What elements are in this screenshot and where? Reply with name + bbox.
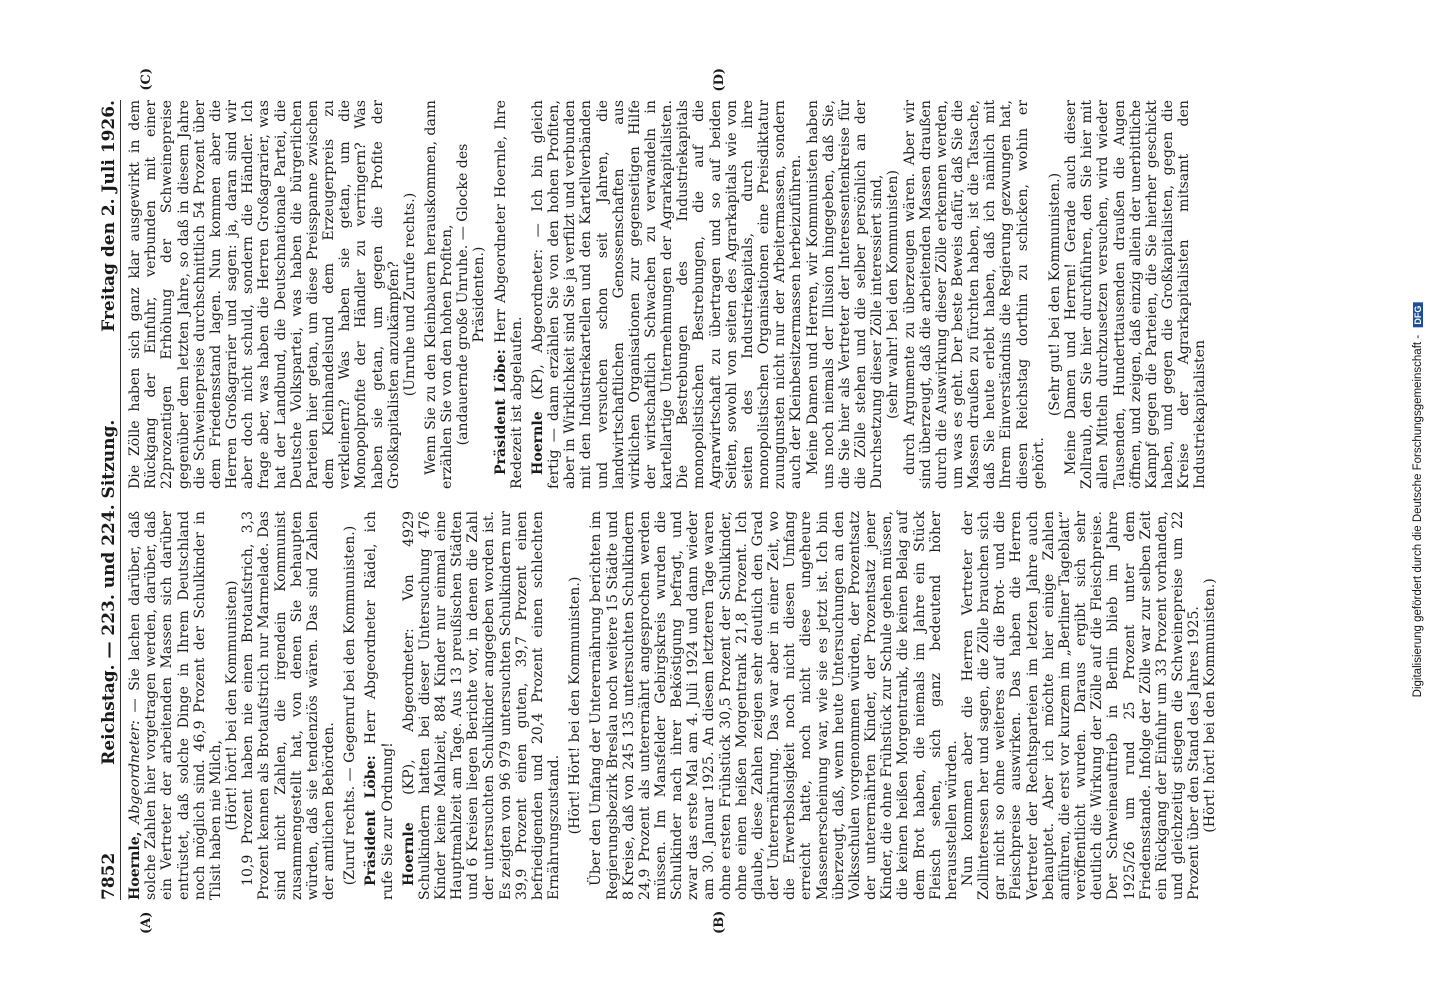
- paragraph: durch Argumente zu überzeugen wären. Aber wir sind überzeugt, daß die arbeitenden Massen draußen durch die Auswirkung dieser Zölle erkennen werden, um was es geht. Der beste Beweis dafür, daß Sie die Massen draußen zu fürchten haben, ist die Tatsache, daß Sie heute erlebt haben, daß ich nämlich mit Ihrem Einverständnis die Regierung gezwungen hat, diesen Reichstag dorthin zu schicken, wohin er gehört.: [901, 100, 1047, 489]
- column-left: [127, 510, 1322, 934]
- page-number: 7852: [99, 852, 119, 900]
- margin-mark-c: (C): [139, 68, 155, 91]
- page-header: [101, 100, 121, 900]
- dfg-logo: DFG: [1413, 303, 1423, 328]
- president-name: Präsident Löbe:: [492, 349, 509, 475]
- speaker-name: Hoernle: [400, 822, 417, 886]
- paragraph: [127, 511, 224, 900]
- interjection: (Hört! hört! bei den Kommunisten): [224, 580, 241, 831]
- margin-mark-b: (B): [712, 910, 728, 934]
- speaker-name: Hoernle,: [127, 831, 144, 900]
- paragraph: [401, 511, 563, 900]
- paragraph-text: (KP), Abgeordneter: Von 4929 Schulkindern hatten bei dieser Untersuchung 476 Kinder keine Mahlzeit, 884 Kinder nur einmal eine Hauptmahlzeit am Tage. Aus 13 preußischen Städten und 6 Kreisen liegen Berichte vor, in denen die Zahl der untersuchten Schulkinder angegeben worden ist. Es zeigten von 96 979 untersuchten Schulkindern nur 39,9 Prozent einen guten, 39,7 Prozent einen befriedigenden und 20,4 Prozent einen schlechten Ernährungszustand.: [400, 511, 563, 900]
- text-columns: [127, 68, 1322, 934]
- president-text: Herr Abgeordneter Rädel, ich rufe Sie zur Ordnung!: [363, 511, 396, 900]
- speaker-name: Hoernle: [529, 411, 546, 475]
- interjection: (Zuruf rechts. — Gegenruf bei den Kommunisten.): [342, 525, 359, 886]
- interjection: (Unruhe und Zurufe rechts.): [401, 192, 418, 397]
- president-text: Herr Abgeordneter Hoernle, Ihre Redezeit ist abgelaufen.: [492, 99, 525, 489]
- header-date: Freitag den 2. Juli 1926.: [99, 100, 119, 332]
- speaker-role: Abgeordneter:: [127, 720, 144, 824]
- margin-mark-d: (D): [712, 68, 728, 92]
- president-remark: [493, 100, 525, 489]
- interjection: (sehr wahr! bei den Kommunisten): [885, 170, 902, 419]
- paragraph: Meine Damen und Herren, wir Kommunisten haben uns noch niemals der Illusion hingegeben, daß Sie, die Sie hier als Vertreter der Interessentenkreise für die Zölle stehen und die selber persönlich an der Durchsetzung dieser Zölle interessiert sind,: [804, 100, 886, 489]
- credit-text: Digitalisierung gefördert durch die Deutsche Forschungsgemeinschaft -: [1412, 334, 1424, 698]
- paragraph-text: (KP), Abgeordneter: — Ich bin gleich fertig — dann erzählen Sie von den hohen Profiten, aber in Wirklichkeit sind Sie ja verfilzt und verbunden mit den Industriekartellen und den Kartellverbänden und versuchen schon seit Jahren, die landwirtschaftlichen Genossenschaften aus wirklichen Organisationen zur gegenseitigen Hilfe der wirtschaftlich Schwachen zu verwandeln in kartellartige Unternehmungen der Agrarkapitalisten. Die Bestrebungen des Industriekapitals monopolistischen Bestrebungen, die auf die Agrarwirtschaft zu übertragen und so auf beiden Seiten, sowohl von seiten des Agrarkapitals wie von seiten des Industriekapitals, durch ihre monopolistischen Organisationen eine Preisdiktatur zuungunsten nicht nur der Arbeitermassen, sondern auch der Kleinbesitzermassen herbeizuführen.: [529, 100, 805, 489]
- paragraph: Über den Umfang der Unterernährung berichten im Regierungsbezirk Breslau noch weitere 15 Städte und 8 Kreise, daß von 245 135 untersuchten Schulkindern 24,9 Prozent als unterernährt angesprochen werden müssen. Im Mansfelder Gebirgskreis wurden die Schulkinder nach ihrer Beköstigung befragt, und zwar das erste Mal am 4. Juli 1924 und dann wieder am 30. Januar 1925. An diesem letzteren Tage waren ohne ersten Frühstück 30,5 Prozent der Schulkinder, ohne einen heißen Morgentrank 21,8 Prozent. Ich glaube, diese Zahlen zeigen sehr deutlich den Grad der Unterernährung. Das war aber in einer Zeit, wo die Erwerbslosigkeit noch nicht diesen Umfang erreicht hatte, noch nicht diese ungeheure Massenerscheinung war, wie sie es jetzt ist. Ich bin überzeugt, daß, wenn heute Untersuchungen an den Volksschulen vorgenommen würden, der Prozentsatz der unterernährten Kinder, der Prozentsatz jener Kinder, die ohne Frühstück zur Schule gehen müssen, die keinen heißen Morgentrank, die keinen Belag auf dem Brot haben, die niemals im Jahre ein Stück Fleisch sehen, sich ganz bedeutend höher herausstellen würden.: [588, 511, 960, 900]
- interjection: (Sehr gut! bei den Kommunisten.): [1046, 172, 1063, 417]
- paragraph: Meine Damen und Herren! Gerade auch dieser Zollraub, den Sie hier durchführen, den Sie hier mit allen Mitteln durchzusetzen versuchen, wird wieder Tausenden, Hunderttausenden draußen die Augen öffnen, und zeigen, daß einzig allein der unerbittliche Kampf gegen die Parteien, die Sie hierher geschickt haben, und gegen die Großkapitalisten, gegen die Kreise der Agrarkapitalisten mitsamt den Industriekapitalisten: [1063, 100, 1209, 489]
- paragraph: [530, 100, 805, 489]
- header-title: Reichstag. — 223. und 224. Sitzung.: [99, 419, 119, 765]
- paragraph: 10,9 Prozent haben nie einen Brotaufstrich, 3,3 Prozent kennen als Brotaufstrich nur Marmelade. Das sind nicht Zahlen, die irgendein Kommunist zusammengestellt hat, von denen Sie behaupten würden, daß sie tendenziös wären. Das sind Zahlen der amtlichen Behörden.: [240, 511, 338, 900]
- paragraph: Nun kommen aber die Herren Vertreter der Zollinteressen her und sagen, die Zölle brauchen sich gar nicht so ohne weiteres auf die Brot- und die Fleischpreise auswirken. Das haben die Herren Vertreter der Rechtsparteien im letzten Jahre auch behauptet. Aber ich möchte hier einige Zahlen anführen, die erst vor kurzem im „Berliner Tageblatt“ veröffentlicht wurden. Daraus ergibt sich sehr deutlich die Wirkung der Zölle auf die Fleischpreise. Der Schweineauftrieb in Berlin blieb im Jahre 1925/26 um rund 25 Prozent unter dem Friedensstande. Infolge der Zölle war zur selben Zeit ein Rückgang der Einfuhr um 33 Prozent vorhanden, und gleichzeitig stiegen die Schweinepreise um 22 Prozent über den Stand des Jahres 1925.: [959, 511, 1203, 900]
- president-name: Präsident Löbe:: [363, 755, 380, 886]
- interjection: (Hört! hört! bei den Kommunisten.): [1202, 578, 1219, 833]
- paragraph: Die Zölle haben sich ganz klar ausgewirkt in dem Rückgang der Einfuhr, verbunden mit einer 22prozentigen Erhöhung der Schweinepreise gegenüber dem letzten Jahre, so daß in diesem Jahre die Schweinepreise durchschnittlich 54 Prozent über dem Friedensstand lagen. Nun kommen aber die Herren Großagrarier und sagen: ja, daran sind wir aber doch nicht schuld, sondern die Händler. Ich frage aber, was haben die Herren Großagrarier, was hat der Landbund, die Deutschnationale Partei, die Deutsche Volkspartei, was haben die bürgerlichen Parteien hier getan, um diese Preisspanne zwischen dem Kleinhandelsund dem Erzeugerpreis zu verkleinern? Was haben sie getan, um die Monopolprofite der Händler zu verringern? Was haben sie getan, um gegen die Profite der Großkapitalisten anzukämpfen?: [127, 100, 402, 489]
- president-remark: [363, 511, 395, 900]
- paragraph: Wenn Sie zu den Kleinbauern herauskommen, dann erzählen Sie von den hohen Profiten,: [422, 100, 456, 489]
- digitization-credit: [1412, 303, 1424, 698]
- interjection: (Hört! Hört! bei den Kommunisten.): [567, 576, 584, 835]
- margin-mark-a: (A): [139, 911, 155, 934]
- interjection: (andauernde große Unruhe. — Glocke des Präsidenten.): [455, 143, 488, 446]
- column-right: [127, 68, 1322, 489]
- paragraph-text: — Sie lachen darüber, daß solche Zahlen hier vorgetragen werden, darüber, daß ein Vertreter der arbeitenden Massen sich darüber entrüstet, daß solche Dinge in Ihrem Deutschland noch möglich sind. 46,9 Prozent der Schulkinder in Tilsit haben nie Milch,: [127, 510, 224, 900]
- document-page: [87, 60, 1347, 940]
